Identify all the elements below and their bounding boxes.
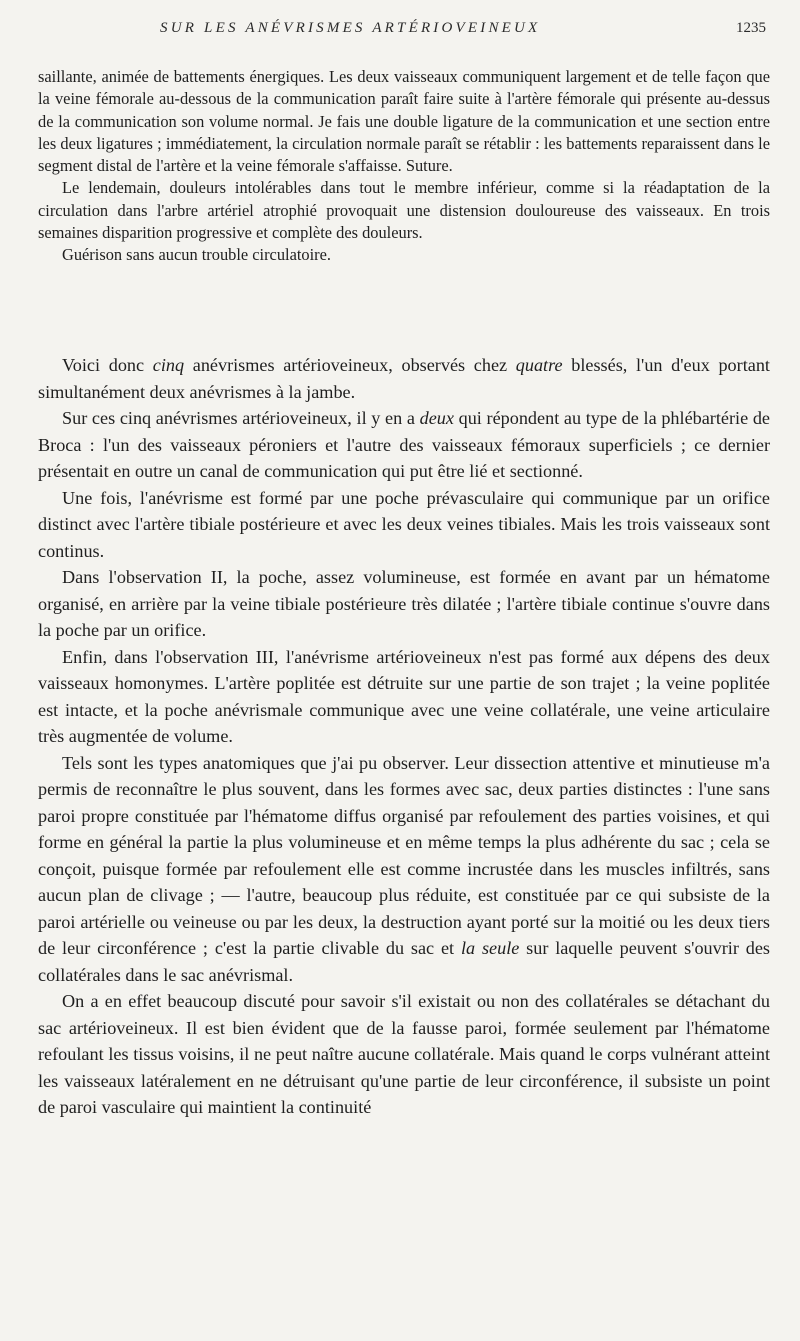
running-title: SUR LES ANÉVRISMES ARTÉRIOVEINEUX [160,20,541,36]
text-run: Tels sont les types anatomiques que j'ai pu observer. Leur dissection attentive et minutieuse m'a permis de reconnaître le plus souvent, dans les formes avec sac, deux parties distinctes : l'une sans paroi propre constituée par l'hématome diffus organisé par refoulement des parties voisines, et qui forme en général la partie la plus volumineuse et en même temps la plus adhérente du sac ; cela se conçoit, puisque formée par refoulement elle est comme incrustée dans les muscles infiltrés, sans aucun plan de clivage ; — l'autre, beaucoup plus réduite, est constituée par ce qui subsiste de la paroi artérielle ou veineuse ou par les deux, la destruction ayant porté sur la moitié ou les deux tiers de leur circonférence ; c'est la partie clivable du sac et [38,752,770,958]
text-run: Sur ces cinq anévrismes artérioveineux, il y en a [62,408,420,428]
italic-emphasis: cinq [152,355,185,375]
body-paragraph-2 [38,405,770,485]
page-header [0,20,800,44]
text-run: qui répondent au type de la phlébartérie de Broca : l'un des vaisseaux péroniers et l'autre des vaisseaux fémoraux superficiels ; ce dernier présentait en outre un canal de communication qui put être lié et sectionné. [38,408,770,481]
body-paragraph-6 [38,750,770,989]
body-paragraph-4: Dans l'observation II, la poche, assez volumineuse, est formée en avant par un hématome organisé, en arrière par la veine tibiale postérieure très dilatée ; l'artère tibiale continue s'ouvre dans la poche par un orifice. [38,567,770,640]
observation-paragraph: saillante, animée de battements énergiques. Les deux vaisseaux communiquent largement et de telle façon que la veine fémorale au-dessous de la communication paraît faire suite à l'artère fémorale qui présente au-dessus de la communication son volume normal. Je fais une double ligature de la communication et une section entre les deux ligatures ; immédiatement, la circulation normale paraît se rétablir : les battements reparaissent dans le segment distal de l'artère et la veine fémorale s'affaisse. Suture. [38,67,770,176]
observation-paragraph: Le lendemain, douleurs intolérables dans tout le membre inférieur, comme si la réadaptation de la circulation dans l'arbre artériel atrophié provoquait une distension douloureuse des vaisseaux. En trois semaines disparition progressive et complète des douleurs. [38,178,770,243]
body-paragraph-3: Une fois, l'anévrisme est formé par une poche prévasculaire qui communique par un orifice distinct avec l'artère tibiale postérieure et avec les deux veines tibiales. Mais les trois vaisseaux sont continus. [38,487,770,561]
text-run: Voici donc [62,355,153,375]
text-run: blessés, l'un d'eux portant simultanément deux anévrismes à la jambe. [38,355,770,402]
italic-emphasis: quatre [515,355,563,375]
observation-end-block [38,66,770,267]
body-paragraph-5: Enfin, dans l'observation III, l'anévrisme artérioveineux n'est pas formé aux dépens des deux vaisseaux homonymes. L'artère poplitée est détruite sur une partie de son trajet ; la veine poplitée est intacte, et la poche anévrismale communique avec une veine collatérale, une veine articulaire très augmentée de volume. [38,646,770,746]
body-paragraph-7: On a en effet beaucoup discuté pour savoir s'il existait ou non des collatérales se détachant du sac artérioveineux. Il est bien évident que de la fausse paroi, formée seulement par l'hématome refoulant les tissus voisins, il ne peut naître aucune collatérale. Mais quand le corps vulnérant atteint les vaisseaux latéralement en ne détruisant qu'une partie de leur circonférence, il subsiste un point de paroi vasculaire qui maintient la continuité [38,991,770,1117]
page-number: 1235 [736,20,766,36]
text-run: sur laquelle peuvent s'ouvrir des collatérales dans le sac anévrismal. [38,938,770,985]
italic-emphasis: la seule [460,938,520,958]
body-paragraph-1 [38,352,770,405]
text-run: anévrismes artérioveineux, observés chez [184,355,516,375]
italic-emphasis: deux [419,408,454,428]
main-text-block [38,352,770,1121]
observation-paragraph: Guérison sans aucun trouble circulatoire. [62,245,331,265]
